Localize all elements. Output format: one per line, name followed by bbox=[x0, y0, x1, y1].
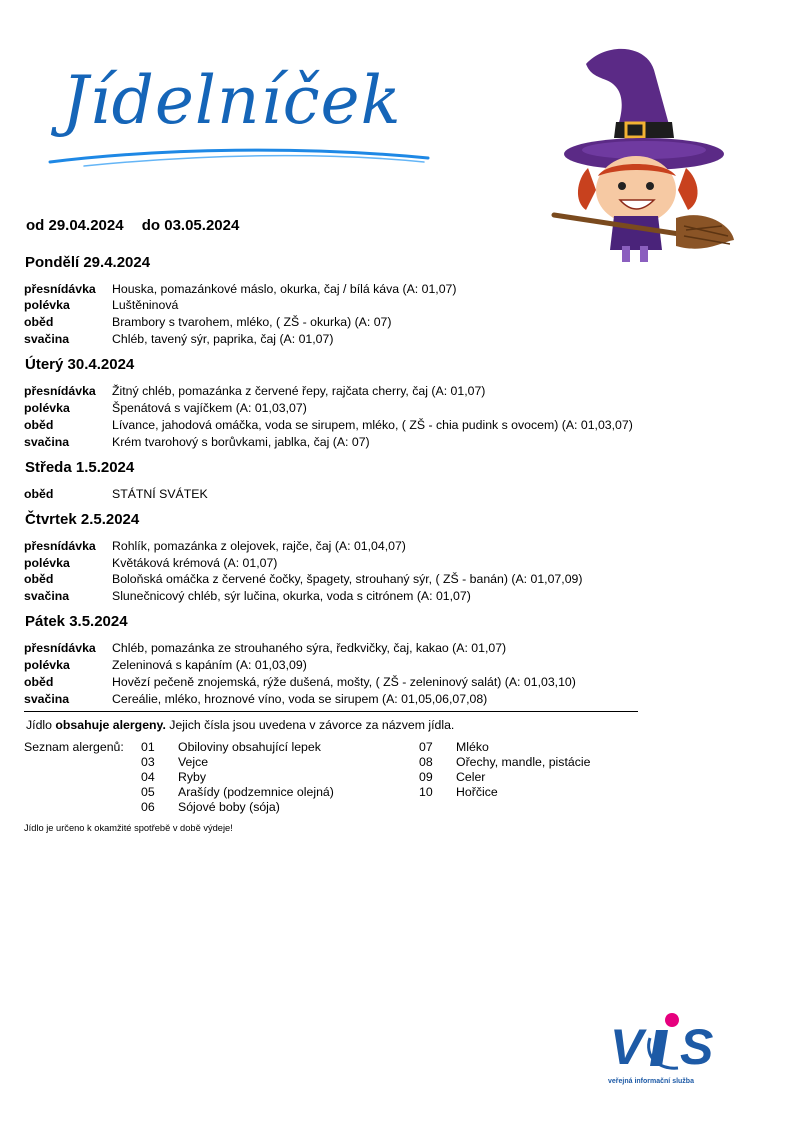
meal-row bbox=[24, 674, 576, 690]
meal-text: Chléb, tavený sýr, paprika, čaj (A: 01,07) bbox=[112, 332, 334, 346]
meal-label: přesnídávka bbox=[24, 539, 96, 553]
date-range bbox=[26, 217, 253, 234]
day-title: Čtvrtek 2.5.2024 bbox=[25, 511, 140, 528]
date-to: do 03.05.2024 bbox=[141, 217, 240, 234]
meal-text: Luštěninová bbox=[112, 298, 179, 312]
meal-label: svačina bbox=[24, 332, 70, 346]
meal-row bbox=[24, 417, 633, 433]
allergen-note-bold: obsahuje alergeny. bbox=[55, 718, 166, 732]
meal-label: oběd bbox=[24, 418, 54, 432]
meal-label: svačina bbox=[24, 589, 70, 603]
meal-row bbox=[24, 331, 333, 347]
meal-label: polévka bbox=[24, 298, 70, 312]
logo-s: S bbox=[680, 1019, 714, 1075]
allergen-list-label: Seznam alergenů: bbox=[24, 740, 124, 754]
allergen-code: 01 bbox=[141, 740, 155, 754]
allergen-item bbox=[141, 755, 208, 770]
allergen-name: Arašídy (podzemnice olejná) bbox=[178, 785, 334, 799]
meal-text: Chléb, pomazánka ze strouhaného sýra, ředkvičky, čaj, kakao (A: 01,07) bbox=[112, 641, 507, 655]
meal-label: svačina bbox=[24, 692, 70, 706]
meal-label: polévka bbox=[24, 401, 70, 415]
footnote: Jídlo je určeno k okamžité spotřebě v době výdeje! bbox=[24, 823, 233, 833]
allergen-item bbox=[141, 785, 334, 800]
meal-label: přesnídávka bbox=[24, 282, 96, 296]
meal-label: polévka bbox=[24, 556, 70, 570]
allergen-item bbox=[141, 740, 321, 755]
allergen-name: Ryby bbox=[178, 770, 207, 784]
meal-text: Hovězí pečeně znojemská, rýže dušená, mošty, ( ZŠ - zeleninový salát) (A: 01,03,10) bbox=[112, 675, 576, 689]
allergen-item bbox=[419, 755, 590, 770]
allergen-code: 03 bbox=[141, 755, 155, 769]
page-title-block bbox=[44, 56, 444, 176]
meal-label: přesnídávka bbox=[24, 641, 96, 655]
allergen-code: 06 bbox=[141, 800, 155, 814]
allergen-item bbox=[141, 800, 280, 815]
meal-label: oběd bbox=[24, 675, 54, 689]
meal-row bbox=[24, 657, 307, 673]
allergen-name: Mléko bbox=[456, 740, 489, 754]
meal-text: Houska, pomazánkové máslo, okurka, čaj / bílá káva (A: 01,07) bbox=[112, 282, 457, 296]
allergen-note-prefix: Jídlo bbox=[26, 718, 56, 732]
day-title: Pondělí 29.4.2024 bbox=[25, 254, 151, 271]
meal-text: Špenátová s vajíčkem (A: 01,03,07) bbox=[112, 401, 307, 415]
meal-label: přesnídávka bbox=[24, 384, 96, 398]
meal-row bbox=[24, 555, 277, 571]
allergen-item bbox=[419, 770, 485, 785]
allergen-code: 10 bbox=[419, 785, 433, 799]
meal-text: Slunečnicový chléb, sýr lučina, okurka, voda s citrónem (A: 01,07) bbox=[112, 589, 471, 603]
allergen-code: 05 bbox=[141, 785, 155, 799]
meal-text: STÁTNÍ SVÁTEK bbox=[112, 487, 208, 501]
allergen-name: Ořechy, mandle, pistácie bbox=[456, 755, 591, 769]
meal-label: oběd bbox=[24, 572, 54, 586]
meal-text: Cereálie, mléko, hroznové víno, voda se sirupem (A: 01,05,06,07,08) bbox=[112, 692, 488, 706]
meal-row bbox=[24, 538, 406, 554]
allergen-name: Hořčice bbox=[456, 785, 498, 799]
meal-text: Žitný chléb, pomazánka z červené řepy, rajčata cherry, čaj (A: 01,07) bbox=[112, 384, 486, 398]
meal-text: Lívance, jahodová omáčka, voda se sirupem, mléko, ( ZŠ - chia pudink s ovocem) (A: 01,03,07) bbox=[112, 418, 633, 432]
meal-text: Zeleninová s kapáním (A: 01,03,09) bbox=[112, 658, 307, 672]
page-title: Jídelníček bbox=[62, 62, 402, 139]
meal-label: polévka bbox=[24, 658, 70, 672]
allergen-code: 07 bbox=[419, 740, 433, 754]
allergen-note-rest: Jejich čísla jsou uvedena v závorce za názvem jídla. bbox=[165, 718, 455, 732]
allergen-note bbox=[26, 718, 454, 732]
meal-text: Brambory s tvarohem, mléko, ( ZŠ - okurka) (A: 07) bbox=[112, 315, 392, 329]
meal-row bbox=[24, 691, 487, 707]
meal-row bbox=[24, 281, 456, 297]
meal-label: oběd bbox=[24, 315, 54, 329]
vis-logo bbox=[604, 1008, 724, 1090]
meal-row bbox=[24, 314, 391, 330]
allergen-item bbox=[419, 785, 498, 800]
meal-text: Boloňská omáčka z červené čočky, špagety, strouhaný sýr, ( ZŠ - banán) (A: 01,07,09) bbox=[112, 572, 583, 586]
meal-row bbox=[24, 588, 471, 604]
logo-mark bbox=[604, 1008, 724, 1078]
allergen-code: 04 bbox=[141, 770, 155, 784]
day-title: Úterý 30.4.2024 bbox=[25, 356, 135, 373]
meal-label: oběd bbox=[24, 487, 54, 501]
meal-row bbox=[24, 297, 178, 313]
meal-label: svačina bbox=[24, 435, 70, 449]
meal-text: Rohlík, pomazánka z olejovek, rajče, čaj (A: 01,04,07) bbox=[112, 539, 406, 553]
meal-row bbox=[24, 400, 307, 416]
allergen-item bbox=[419, 740, 489, 755]
meal-row bbox=[24, 486, 208, 502]
allergen-name: Sójové boby (sója) bbox=[178, 800, 280, 814]
meal-row bbox=[24, 434, 370, 450]
allergen-name: Obiloviny obsahující lepek bbox=[178, 740, 321, 754]
allergen-code: 09 bbox=[419, 770, 433, 784]
meal-row bbox=[24, 640, 506, 656]
meal-text: Květáková krémová (A: 01,07) bbox=[112, 556, 278, 570]
meal-row bbox=[24, 571, 582, 587]
witch-illustration bbox=[536, 40, 736, 270]
allergen-name: Celer bbox=[456, 770, 486, 784]
date-from: od 29.04.2024 bbox=[26, 217, 124, 234]
allergen-item bbox=[141, 770, 206, 785]
logo-v: V bbox=[610, 1019, 644, 1075]
meal-text: Krém tvarohový s borůvkami, jablka, čaj (A: 07) bbox=[112, 435, 370, 449]
divider bbox=[24, 711, 638, 712]
allergen-code: 08 bbox=[419, 755, 433, 769]
title-swoosh bbox=[44, 144, 434, 174]
day-title: Pátek 3.5.2024 bbox=[25, 613, 128, 630]
allergen-name: Vejce bbox=[178, 755, 209, 769]
day-title: Středa 1.5.2024 bbox=[25, 459, 135, 476]
meal-row bbox=[24, 383, 485, 399]
logo-subtitle: veřejná informační služba bbox=[608, 1078, 694, 1085]
